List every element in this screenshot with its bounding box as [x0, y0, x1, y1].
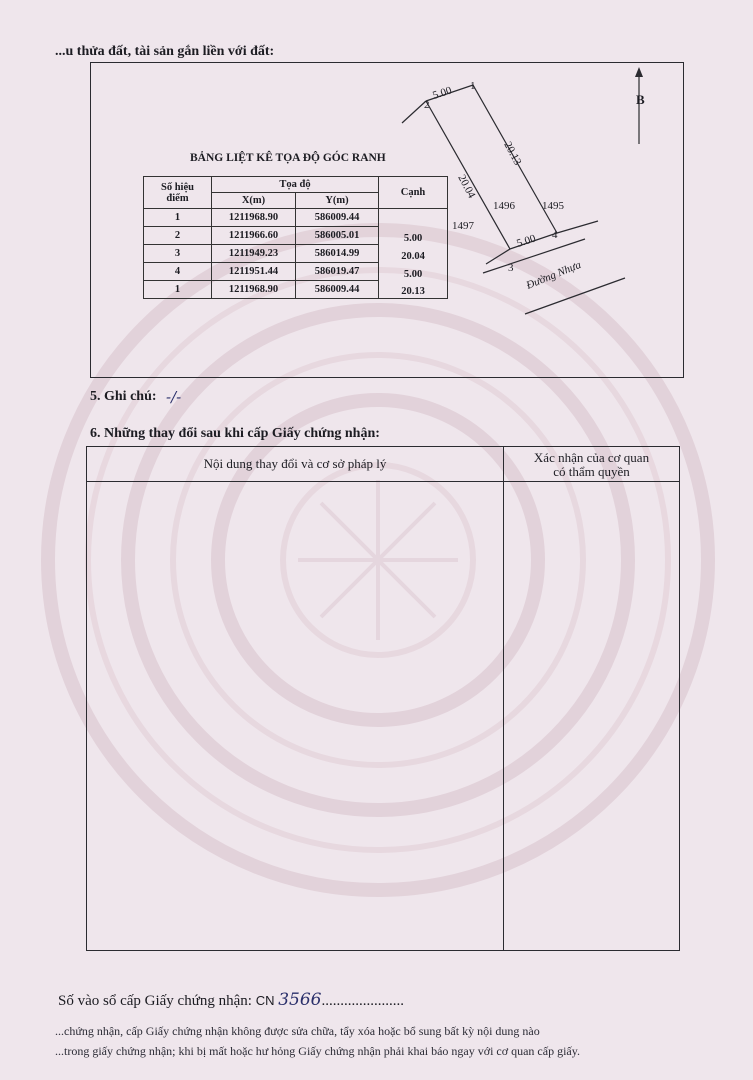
section4-title: ...u thửa đất, tài sản gắn liền với đất: — [55, 44, 275, 59]
registration-number: 3566 — [278, 990, 322, 1010]
table-row: 4 1211951.44 586019.47 — [144, 263, 448, 281]
coord-table-title: BẢNG LIỆT KÊ TỌA ĐỘ GÓC RANH — [190, 152, 386, 164]
table-row: 3 1211949.23 586014.99 — [144, 245, 448, 263]
footer-line-1: ...chứng nhận, cấp Giấy chứng nhận không được sửa chữa, tẩy xóa hoặc bổ sung bất kỳ nội dung nào — [55, 1024, 540, 1038]
col-point: Số hiệu điểm — [144, 177, 212, 209]
section5-label: 5. Ghi chú: — [90, 389, 157, 404]
vertex-2: 2 — [424, 99, 430, 111]
col-side: Cạnh — [379, 177, 448, 209]
changes-col-confirm: Xác nhận của cơ quan có thẩm quyền — [533, 450, 650, 479]
col-y: Y(m) — [296, 193, 379, 209]
table-row: 1 1211968.90 586009.44 5.00 20.04 5.00 20.13 — [144, 209, 448, 227]
section5-value: -/- — [166, 388, 182, 406]
table-row: 2 1211966.60 586005.01 — [144, 227, 448, 245]
north-label: B — [636, 92, 645, 107]
section6-title: 6. Những thay đổi sau khi cấp Giấy chứng nhận: — [90, 426, 380, 441]
edge-bottom: 5.00 — [515, 232, 538, 250]
edge-right: 20.13 — [501, 139, 524, 168]
registration-label: Số vào sổ cấp Giấy chứng nhận: — [58, 993, 252, 1009]
footer-line-2: ...trong giấy chứng nhận; khi bị mất hoặc hư hỏng Giấy chứng nhận phải khai báo ngay với cơ quan cấp giấy. — [55, 1044, 580, 1058]
parcel-main: 1496 — [493, 200, 515, 212]
sides-cell: 5.00 20.04 5.00 20.13 — [379, 209, 448, 299]
edge-top: 5.00 — [431, 84, 454, 102]
registration-line: Số vào sổ cấp Giấy chứng nhận: CN 3566...................... — [58, 990, 404, 1010]
col-coord: Tọa độ — [212, 177, 379, 193]
table-row: 1 1211968.90 586009.44 — [144, 281, 448, 299]
vertex-3: 3 — [508, 262, 514, 274]
parcel-sketch — [380, 62, 682, 376]
registration-prefix: CN — [255, 993, 275, 1008]
parcel-left: 1497 — [452, 220, 474, 232]
vertex-4: 4 — [552, 229, 558, 241]
edge-left: 20.04 — [455, 172, 478, 201]
changes-table — [86, 446, 680, 951]
col-x: X(m) — [212, 193, 296, 209]
north-arrow-icon — [635, 67, 643, 77]
parcel-right: 1495 — [542, 200, 564, 212]
vertex-1: 1 — [470, 80, 476, 92]
changes-col-content: Nội dung thay đổi và cơ sở pháp lý — [203, 456, 387, 471]
road-label: Đường Nhựa — [524, 258, 583, 292]
